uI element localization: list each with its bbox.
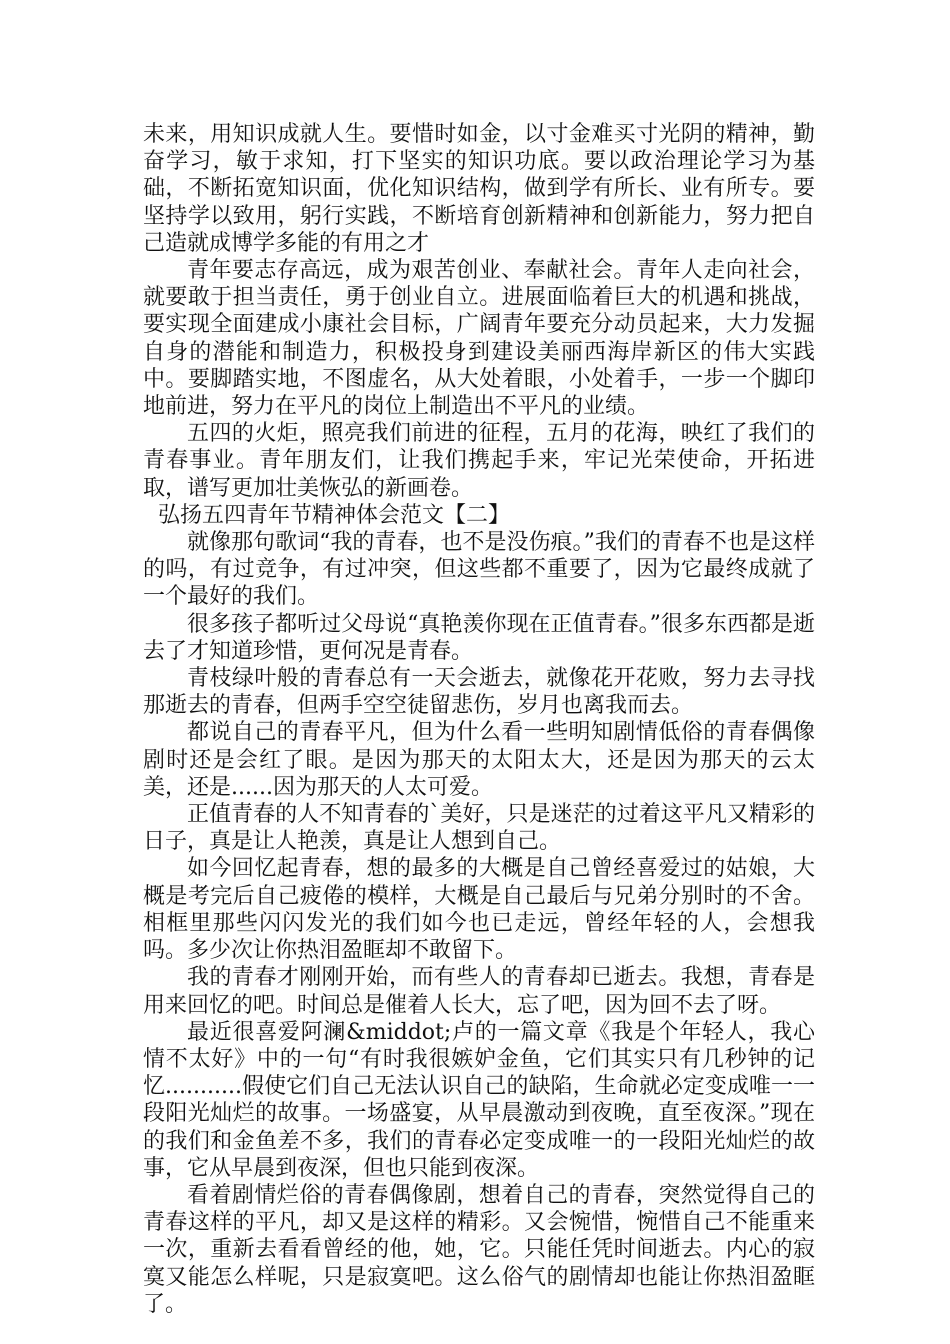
paragraph-2: 青年要志存高远，成为艰苦创业、奉献社会。青年人走向社会，就要敢于担当责任，勇于创业自立。进展面临着巨大的机遇和挑战，要实现全面建成小康社会目标，广阔青年要充分动员起来，大力发掘自身的潜能和制造力，积极投身到建设美丽西海岸新区的伟大实践中。要脚踏实地，不图虚名，从大处着眼，小处着手，一步一个脚印地前进，努力在平凡的岗位上制造出不平凡的业绩。	[143, 258, 815, 420]
document-page	[143, 121, 815, 1318]
paragraph-4: 就像那句歌词“我的青春，也不是没伤痕。”我们的青春不也是这样的吗，有过竞争，有过冲突，但这些都不重要了，因为它最终成就了一个最好的我们。	[143, 530, 815, 610]
paragraph-5: 很多孩子都听过父母说“真艳羡你现在正值青春。”很多东西都是逝去了才知道珍惜，更何况是青春。	[143, 611, 815, 664]
paragraph-6: 青枝绿叶般的青春总有一天会逝去，就像花开花败，努力去寻找那逝去的青春，但两手空空徒留悲伤，岁月也离我而去。	[143, 666, 815, 719]
paragraph-11: 最近很喜爱阿澜&middot;卢的一篇文章《我是个年轻人，我心情不太好》中的一句“有时我很嫉妒金鱼，它们其实只有几秒钟的记忆...........假使它们自己无法认识自己的缺陷，生命就必定变成唯一一段阳光灿烂的故事。一场盛宴，从早晨激动到夜晚，直至夜深。”现在的我们和金鱼差不多，我们的青春必定变成唯一的一段阳光灿烂的故事，它从早晨到夜深，但也只能到夜深。	[143, 1019, 815, 1181]
paragraph-1: 未来，用知识成就人生。要惜时如金，以寸金难买寸光阴的精神，勤奋学习，敏于求知，打下坚实的知识功底。要以政治理论学习为基础，不断拓宽知识面，优化知识结构，做到学有所长、业有所专。要坚持学以致用，躬行实践，不断培育创新精神和创新能力，努力把自己造就成博学多能的有用之才	[143, 122, 815, 256]
paragraph-3: 五四的火炬，照亮我们前进的征程，五月的花海，映红了我们的青春事业。青年朋友们，让我们携起手来，牢记光荣使命，开拓进取，谱写更加壮美恢弘的新画卷。	[143, 421, 815, 501]
paragraph-7: 都说自己的青春平凡，但为什么看一些明知剧情低俗的青春偶像剧时还是会红了眼。是因为那天的太阳太大，还是因为那天的云太美，还是......因为那天的人太可爱。	[143, 720, 815, 800]
paragraph-9: 如今回忆起青春，想的最多的大概是自己曾经喜爱过的姑娘，大概是考完后自己疲倦的模样，大概是自己最后与兄弟分别时的不舍。相框里那些闪闪发光的我们如今也已走远，曾经年轻的人，会想我吗。多少次让你热泪盈眶却不敢留下。	[143, 856, 815, 964]
paragraph-12: 看着剧情烂俗的青春偶像剧，想着自己的青春，突然觉得自己的青春这样的平凡，却又是这样的精彩。又会惋惜，惋惜自己不能重来一次，重新去看看曾经的他，她，它。只能任凭时间逝去。内心的寂寞又能怎么样呢，只是寂寞吧。这么俗气的剧情却也能让你热泪盈眶了。	[143, 1182, 815, 1317]
paragraph-10: 我的青春才刚刚开始，而有些人的青春却已逝去。我想，青春是用来回忆的吧。时间总是催着人长大，忘了吧，因为回不去了呀。	[143, 965, 815, 1018]
paragraph-8: 正值青春的人不知青春的`美好，只是迷茫的过着这平凡又精彩的日子，真是让人艳羡，真是让人想到自己。	[143, 802, 815, 855]
section-heading: 弘扬五四青年节精神体会范文【二】	[158, 502, 511, 528]
